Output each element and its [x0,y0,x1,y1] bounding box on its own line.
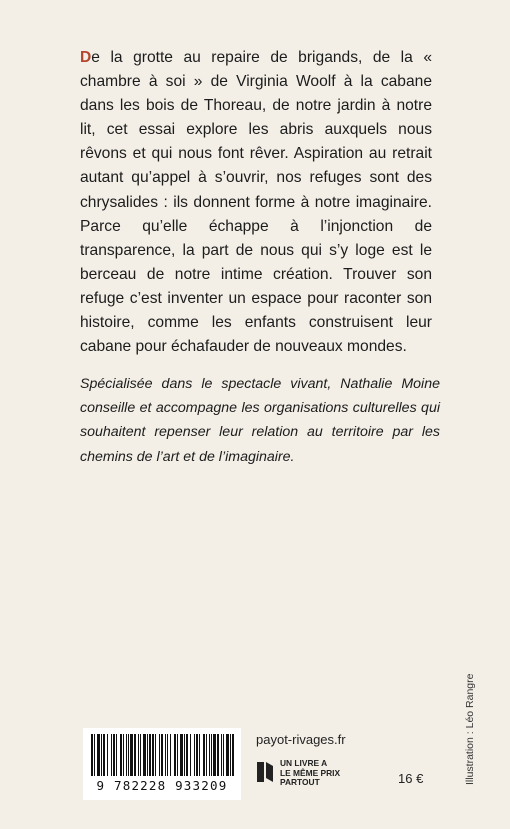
price-law-line-1: UN LIVRE A [280,758,328,768]
price-law-line-3: PARTOUT [280,777,320,787]
back-cover-blurb [80,46,432,359]
dropcap-letter: D [80,49,92,66]
author-bio: Spécialisée dans le spectacle vivant, Nathalie Moine conseille et accompagne les organisations culturelles qui souhaitent repenser leur relation au territoire par les chemins de l’art et de l’imaginaire. [80,376,440,465]
illustration-credit: Illustration : Léo Rangre [464,673,476,785]
isbn-barcode [83,728,241,800]
price-law-line-2: LE MÊME PRIX [280,767,341,778]
isbn-number: 9 782228 933209 [96,778,228,793]
book-price: 16 € [398,771,424,786]
publisher-website: payot-rivages.fr [256,732,346,747]
blurb-text: e la grotte au repaire de brigands, de la « chambre à soi » de Virginia Woolf à la cabane dans les bois de Thoreau, de notre jardin à notre lit, cet essai explore les abris auxquels nous rêvons et qui nous font rêver. Aspiration au retrait autant qu’appel à s’ouvrir, nos refuges sont des chrysalides : ils donnent forme à notre imaginaire. Parce qu’elle échappe à l’injonction de transparence, la part de nous qui s’y loge est le berceau de notre intime création. Trouver son refuge c’est inventer un espace pour raconter son histoire, comme les enfants construisent leur cabane pour échafauder de nouveaux mondes. [80,49,432,356]
book-price-logo-icon [255,760,275,784]
book-price-law-label [280,759,340,788]
barcode-bars [89,734,235,778]
